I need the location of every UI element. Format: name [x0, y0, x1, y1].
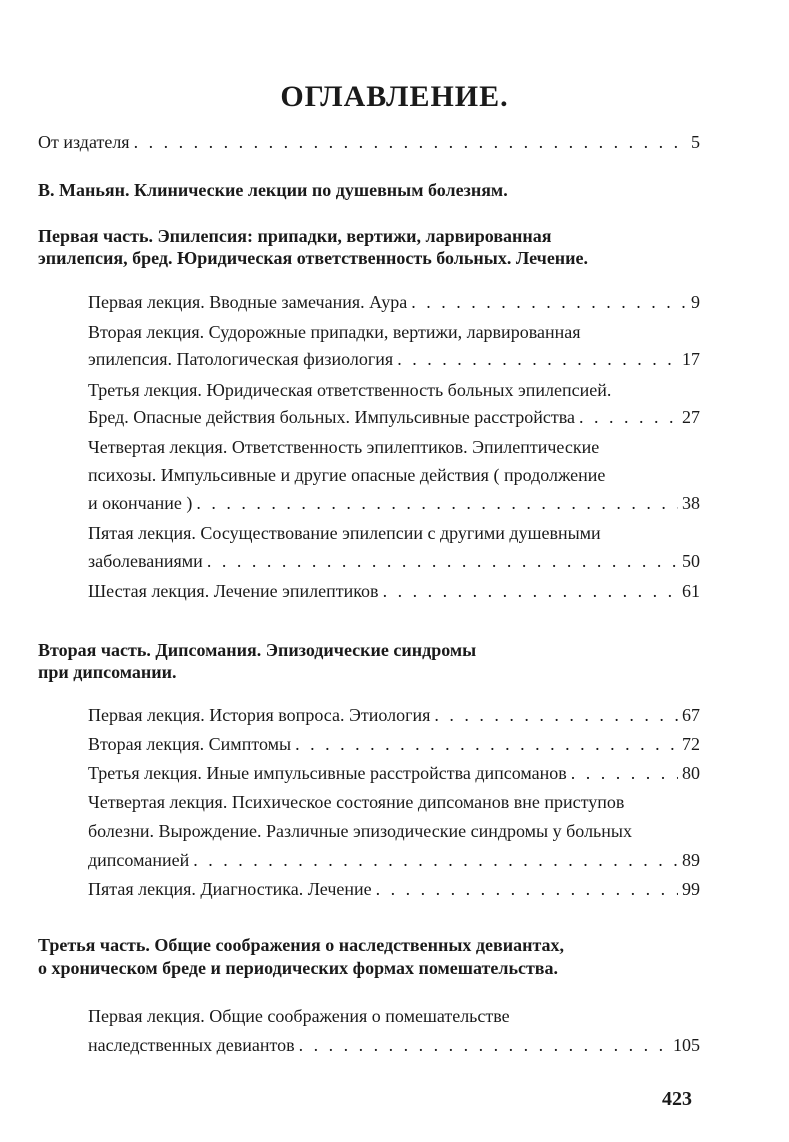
part1-heading-line1: Первая часть. Эпилепсия: припадки, вертижи, ларвированная: [38, 226, 552, 246]
toc-entry-text: Четвертая лекция. Ответственность эпилептиков. Эпилептические: [88, 437, 600, 457]
entry-page: 38: [682, 493, 700, 513]
entry-text: наследственных девиантов: [88, 1035, 295, 1055]
part1-heading-line2: эпилепсия, бред. Юридическая ответственность больных. Лечение.: [38, 248, 589, 268]
entry-page: 50: [682, 551, 700, 571]
leader-dots: [434, 705, 678, 726]
entry-text: и окончание ): [88, 493, 193, 513]
entry-page: 89: [682, 850, 700, 870]
toc-entry: [88, 763, 700, 784]
leader-dots: [571, 763, 678, 784]
entry-text: дипсоманией: [88, 850, 190, 870]
entry-text: Первая лекция. История вопроса. Этиология: [88, 705, 431, 725]
toc-entry-text: психозы. Импульсивные и другие опасные действия ( продолжение: [88, 465, 606, 485]
leader-dots: [193, 850, 678, 871]
entry-page: 105: [673, 1035, 700, 1055]
entry-text: Пятая лекция. Диагностика. Лечение: [88, 879, 372, 899]
part3-heading-line2: о хроническом бреде и периодических формах помешательства.: [38, 958, 559, 978]
toc-entry-text: Третья лекция. Юридическая ответственность больных эпилепсией.: [88, 380, 612, 400]
entry-page: 80: [682, 763, 700, 783]
entry-page: 27: [682, 407, 700, 427]
main-heading: В. Маньян. Клинические лекции по душевным болезням.: [38, 180, 508, 200]
toc-entry: [88, 705, 700, 726]
leader-dots: [397, 349, 678, 370]
toc-entry-text: Пятая лекция. Сосуществование эпилепсии с другими душевными: [88, 523, 601, 543]
leader-dots: [376, 879, 678, 900]
entry-page: 72: [682, 734, 700, 754]
leader-dots: [383, 581, 678, 602]
toc-entry: [88, 493, 700, 514]
toc-entry-text: болезни. Вырождение. Различные эпизодические синдромы у больных: [88, 821, 632, 841]
entry-text: От издателя: [38, 132, 130, 152]
entry-text: эпилепсия. Патологическая физиология: [88, 349, 394, 369]
entry-text: Первая лекция. Вводные замечания. Аура: [88, 292, 408, 312]
leader-dots: [196, 493, 678, 514]
entry-text: Шестая лекция. Лечение эпилептиков: [88, 581, 379, 601]
toc-entry-text: Первая лекция. Общие соображения о помешательстве: [88, 1006, 510, 1026]
toc-entry: [88, 581, 700, 602]
toc-entry: [88, 349, 700, 370]
toc-entry: [88, 407, 700, 428]
entry-page: 67: [682, 705, 700, 725]
leader-dots: [579, 407, 678, 428]
leader-dots: [207, 551, 678, 572]
entry-text: заболеваниями: [88, 551, 203, 571]
toc-entry-text: Четвертая лекция. Психическое состояние дипсоманов вне приступов: [88, 792, 625, 812]
leader-dots: [134, 132, 687, 153]
page-title: ОГЛАВЛЕНИЕ.: [280, 80, 509, 113]
part3-heading-line1: Третья часть. Общие соображения о наследственных девиантах,: [38, 935, 565, 955]
toc-entry-publisher: [38, 132, 700, 153]
toc-entry: [88, 879, 700, 900]
leader-dots: [299, 1035, 669, 1056]
leader-dots: [295, 734, 678, 755]
entry-text: Третья лекция. Иные импульсивные расстройства дипсоманов: [88, 763, 567, 783]
page-number: 423: [662, 1088, 692, 1110]
toc-entry-text: Вторая лекция. Судорожные припадки, вертижи, ларвированная: [88, 322, 581, 342]
entry-text: Вторая лекция. Симптомы: [88, 734, 292, 754]
entry-page: 17: [682, 349, 700, 369]
leader-dots: [411, 292, 687, 313]
entry-text: Бред. Опасные действия больных. Импульсивные расстройства: [88, 407, 576, 427]
part2-heading-line2: при дипсомании.: [38, 662, 177, 682]
toc-entry: [88, 734, 700, 755]
toc-entry: [88, 1035, 700, 1056]
part2-heading-line1: Вторая часть. Дипсомания. Эпизодические синдромы: [38, 640, 477, 660]
toc-entry: [88, 551, 700, 572]
entry-page: 5: [691, 132, 700, 152]
toc-entry: [88, 292, 700, 313]
entry-page: 99: [682, 879, 700, 899]
entry-page: 9: [691, 292, 700, 312]
entry-page: 61: [682, 581, 700, 601]
toc-entry: [88, 850, 700, 871]
